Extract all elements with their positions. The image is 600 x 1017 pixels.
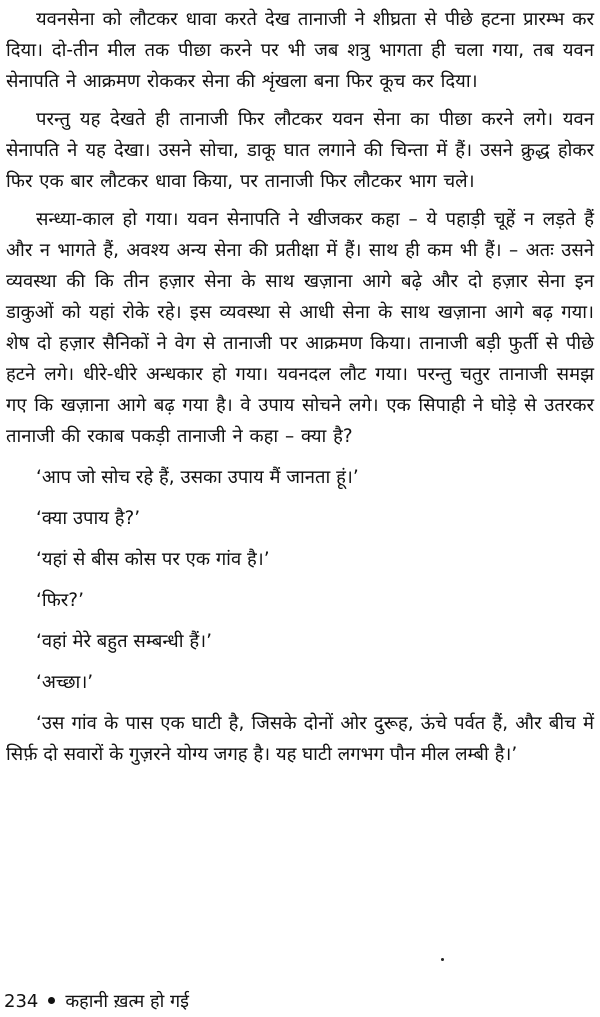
dialogue-line-4: ‘फिर?’ bbox=[36, 590, 84, 611]
print-speck bbox=[441, 958, 444, 961]
running-title: कहानी ख़त्म हो गई bbox=[65, 991, 189, 1012]
page-footer bbox=[4, 990, 189, 1014]
dialogue-line-6: ‘अच्छा।’ bbox=[36, 672, 94, 693]
paragraph-2: परन्तु यह देखते ही तानाजी फिर लौटकर यवन सेना का पीछा करने लगे। यवन सेनापति ने यह देखा। उसने सोचा, डाकू घात लगाने की चिन्ता में हैं। उसने क्रुद्ध होकर फिर एक बार लौटकर धावा किया, पर तानाजी फिर लौटकर भाग चले। bbox=[6, 109, 594, 192]
body-text bbox=[6, 4, 594, 770]
dialogue-line-3: ‘यहां से बीस कोस पर एक गांव है।’ bbox=[36, 549, 270, 570]
dialogue-line-1: ‘आप जो सोच रहे हैं, उसका उपाय मैं जानता हूं।’ bbox=[36, 467, 359, 488]
page-number: 234 bbox=[4, 991, 39, 1012]
paragraph-1: यवनसेना को लौटकर धावा करते देख तानाजी ने शीघ्रता से पीछे हटना प्रारम्भ कर दिया। दो-तीन मील तक पीछा करने पर भी जब शत्रु भागता ही चला गया, तब यवन सेनापति ने आक्रमण रोककर सेना की शृंखला बना फिर कूच कर दिया। bbox=[6, 9, 594, 92]
dialogue-line-5: ‘वहां मेरे बहुत सम्बन्धी हैं।’ bbox=[36, 631, 212, 652]
dialogue-line-7: ‘उस गांव के पास एक घाटी है, जिसके दोनों ओर दुरूह, ऊंचे पर्वत हैं, और बीच में सिर्फ़ दो सवारों के गुज़रने योग्य जगह है। यह घाटी लगभग पौन मील लम्बी है।’ bbox=[6, 713, 594, 765]
bullet-separator-icon bbox=[48, 997, 55, 1004]
paragraph-3: सन्ध्या-काल हो गया। यवन सेनापति ने खीजकर कहा – ये पहाड़ी चूहें न लड़ते हैं और न भागते हैं, अवश्य अन्य सेना की प्रतीक्षा में हैं। साथ ही कम भी हैं। – अतः उसने व्यवस्था की कि तीन हज़ार सेना के साथ खज़ाना आगे बढ़े और दो हज़ार सेना इन डाकुओं को यहां रोके रहे। इस व्यवस्था से आधी सेना के साथ खज़ाना आगे बढ़ गया। शेष दो हज़ार सैनिकों ने वेग से तानाजी पर आक्रमण किया। तानाजी बड़ी फुर्ती से पीछे हटने लगे। धीरे-धीरे अन्धकार हो गया। यवनदल लौट गया। परन्तु चतुर तानाजी समझ गए कि खज़ाना आगे बढ़ गया है। वे उपाय सोचने लगे। एक सिपाही ने घोड़े से उतरकर तानाजी की रकाब पकड़ी तानाजी ने कहा – क्या है? bbox=[6, 209, 594, 447]
dialogue-line-2: ‘क्या उपाय है?’ bbox=[36, 508, 141, 529]
